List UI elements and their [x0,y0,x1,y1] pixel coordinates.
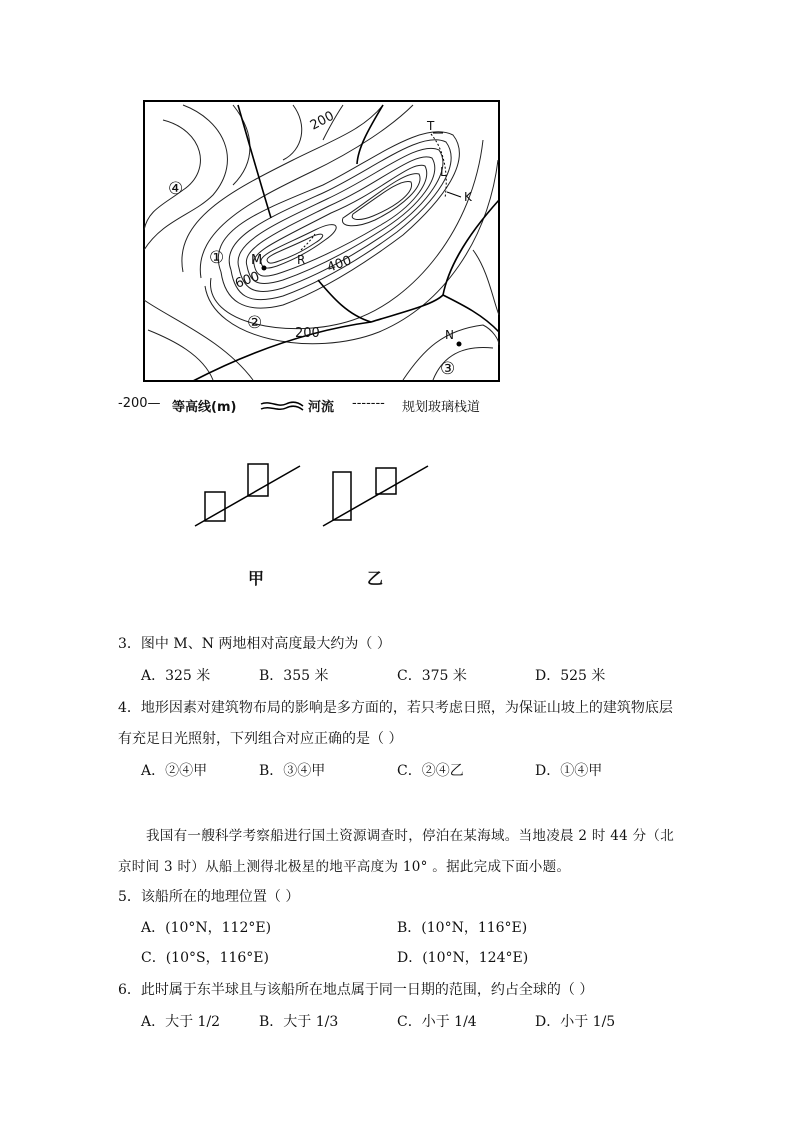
contour-label-200-bottom: 200 [295,326,320,341]
point-l-label: L [440,165,447,179]
q5-option-d[interactable]: D．(10°N，124°E) [397,950,529,966]
passage-line-1: 我国有一艘科学考察船进行国土资源调查时，停泊在某海域。当地凌晨 2 时 44 分（北 [146,828,675,844]
legend-contour-sample: -200— [118,396,161,411]
building-diagram-jia [190,458,305,533]
legend-contour-label: 等高线(m) [172,400,237,415]
q6-option-d[interactable]: D．小于 1/5 [535,1014,616,1030]
point-n-dot [457,342,462,347]
circle-label-1: ① [209,248,225,268]
q4-option-c[interactable]: C．②④乙 [397,763,464,779]
question-4-line-1: 4．地形因素对建筑物布局的影响是多方面的，若只考虑日照，为保证山坡上的建筑物底层 [118,700,673,716]
legend-trail-sample: ------- [352,396,385,411]
point-n-label: N [445,328,454,342]
contour-label-600: 600 [233,269,262,292]
question-6: 6．此时属于东半球且与该船所在地点属于同一日期的范围，约占全球的（ ） [118,982,594,998]
question-4-line-2: 有充足日光照射，下列组合对应正确的是（ ） [118,731,403,747]
contour-label-200-top: 200 [307,108,337,134]
q6-option-a[interactable]: A．大于 1/2 [141,1014,221,1030]
question-3: 3．图中 M、N 两地相对高度最大约为（ ） [118,636,391,652]
point-m-label: M [251,253,263,268]
circle-label-2: ② [247,313,263,333]
point-r-label: R [297,253,306,267]
building-diagram-yi [318,458,433,533]
legend-river-label: 河流 [308,400,335,415]
q4-option-b[interactable]: B．③④甲 [259,763,326,779]
q4-option-a[interactable]: A．②④甲 [141,763,208,779]
topographic-map [143,100,500,382]
q6-option-b[interactable]: B．大于 1/3 [259,1014,339,1030]
q3-option-a[interactable]: A．325 米 [141,668,211,684]
point-m-dot [262,266,267,271]
q3-option-d[interactable]: D．525 米 [535,668,606,684]
circle-label-3: ③ [440,359,456,379]
q5-option-c[interactable]: C．(10°S，116°E) [141,950,269,966]
q3-option-c[interactable]: C．375 米 [397,668,467,684]
point-t-label: T [427,119,435,133]
map-legend [118,394,518,416]
contour-label-400: 400 [325,253,354,276]
circle-label-4: ④ [168,179,184,199]
q5-option-a[interactable]: A．(10°N，112°E) [141,920,272,936]
question-5: 5．该船所在的地理位置（ ） [118,889,300,905]
point-k-label: K [464,190,472,204]
q5-option-b[interactable]: B．(10°N，116°E) [397,920,528,936]
passage-line-2: 京时间 3 时）从船上测得北极星的地平高度为 10° 。据此完成下面小题。 [118,859,571,875]
q3-option-b[interactable]: B．355 米 [259,668,329,684]
river-legend-icon [260,400,304,412]
label-yi: 乙 [367,569,384,588]
legend-trail-label: 规划玻璃栈道 [402,400,481,415]
q4-option-d[interactable]: D．①④甲 [535,763,603,779]
q6-option-c[interactable]: C．小于 1/4 [397,1014,477,1030]
label-jia: 甲 [248,569,265,588]
